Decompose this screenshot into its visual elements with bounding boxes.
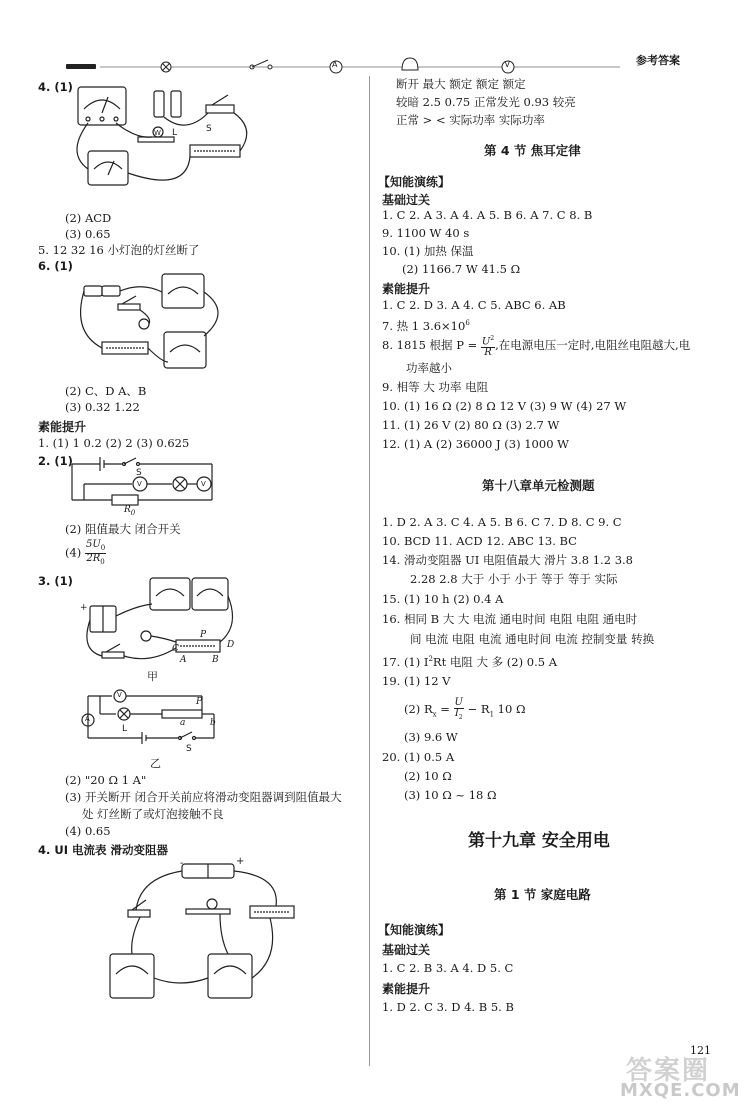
q6-3: (3) 0.32 1.22: [65, 400, 140, 414]
s2-fig-v2: V: [201, 480, 206, 488]
m2: 1. D 2. C 3. D 4. B 5. B: [382, 1000, 514, 1014]
s3-wire-4: [124, 648, 176, 659]
s3-switch-icon: [102, 652, 124, 658]
t19-2-sub: x: [432, 710, 437, 719]
s3-yi-b-small: b: [210, 718, 216, 728]
r2: 较暗 2.5 0.75 正常发光 0.93 较亮: [396, 95, 576, 109]
t17-a: 17. (1) I: [382, 654, 429, 669]
j1: 1. C 2. A 3. A 4. A 5. B 6. A 7. C 8. B: [382, 208, 593, 222]
k8-den-text: R: [484, 347, 492, 359]
s4: 4. UI 电流表 滑动变阻器: [38, 843, 168, 857]
s2-4: [65, 540, 106, 567]
ammeter-symbol-letter: A: [332, 60, 338, 69]
s3-fig-c: C: [172, 644, 179, 654]
s3-3b: 处 灯丝断了或灯泡接触不良: [82, 807, 224, 821]
s3-yi-a-small: a: [180, 718, 186, 728]
s2-fig-r0-sub: 0: [130, 508, 136, 517]
q6-battery-2: [102, 286, 120, 296]
s3-meter-b-icon: [192, 578, 228, 610]
q6-switch-icon: [118, 304, 140, 310]
watermark-text: 答案圈: [626, 1056, 711, 1086]
s4-fig-plus: +: [236, 856, 245, 867]
meter-a-icon: [78, 87, 126, 125]
k8-den: [481, 348, 495, 358]
meter-b-icon: [88, 151, 128, 185]
q6-head: 6. (1): [38, 259, 73, 273]
header-bar: [66, 64, 96, 69]
r1: 断开 最大 额定 额定 额定: [396, 77, 526, 91]
t20-2: (2) 10 Ω: [404, 769, 452, 783]
battery-cell-1-icon: [154, 91, 164, 117]
s2-2: (2) 阻值最大 闭合开关: [65, 522, 181, 536]
t15: 15. (1) 10 h (2) 0.4 A: [382, 592, 504, 606]
q4-fig-l: L: [172, 128, 178, 138]
s2-4-num-sub: 0: [100, 544, 106, 552]
s2-fig-r0-letter: R: [124, 505, 131, 515]
q6-wire-5: [148, 348, 168, 362]
jichu2: 基础过关: [382, 943, 431, 957]
header-symbols: [0, 0, 750, 80]
ch18-title: 第十八章单元检测题: [482, 478, 595, 493]
s2-4-num-text: 5U: [85, 539, 101, 550]
s3-fig-plus: +: [80, 603, 88, 613]
q6-meter-b-face: [170, 345, 200, 352]
k7: [382, 316, 470, 333]
t16a: 16. 相同 B 大 大 电流 通电时间 电阻 电阻 通电时: [382, 612, 638, 626]
s3-fig-p: P: [200, 630, 207, 640]
s3yi-switch-contact: [193, 737, 196, 740]
q4-3: (3) 0.65: [65, 227, 111, 241]
s4-lamp-base: [186, 909, 230, 914]
bell-symbol-icon: [402, 58, 418, 70]
k10: 10. (1) 16 Ω (2) 8 Ω 12 V (3) 9 W (4) 27 W: [382, 399, 627, 413]
m1: 1. C 2. B 3. A 4. D 5. C: [382, 961, 514, 975]
t17-b: Rt 电阻 大 多 (2) 0.5 A: [432, 654, 558, 669]
q6-meter-b-icon: [164, 332, 206, 368]
t19-2-eq: =: [436, 702, 450, 716]
s4-wire-5: [154, 978, 208, 983]
s3-yi-v: V: [117, 691, 122, 699]
t20-3: (3) 10 Ω ~ 18 Ω: [404, 788, 497, 802]
s2-4-den-sub: 0: [100, 558, 105, 566]
sec1-title: 第 1 节 家庭电路: [494, 887, 591, 902]
s4-meter-a-face: [116, 966, 148, 974]
s2-4-label: (4): [65, 545, 82, 560]
s4-wire-6: [252, 918, 273, 978]
s3-switch-blade: [106, 644, 120, 652]
q6-wire-3: [204, 292, 218, 336]
sec4-title: 第 4 节 焦耳定律: [484, 143, 581, 158]
watermark-url: MXQE.COM: [620, 1080, 741, 1101]
s2-fig-s: S: [136, 468, 142, 478]
k8-num-text: U: [481, 336, 491, 348]
s3-meter-a-icon: [150, 578, 190, 610]
k8-c: 功率越小: [406, 361, 452, 375]
s3-fig-b: B: [212, 655, 219, 665]
s3-yi-p: P: [196, 697, 203, 707]
q6-2: (2) C、D A、B: [65, 384, 147, 398]
k8: [382, 333, 690, 358]
k8-a: 8. 1815 根据 P =: [382, 338, 478, 352]
k8-num-exp: 2: [490, 334, 495, 342]
s3-4: (4) 0.65: [65, 824, 111, 838]
s3-wire-1: [116, 604, 152, 616]
k12: 12. (1) A (2) 36000 J (3) 1000 W: [382, 437, 569, 451]
s2-fig-v: V: [137, 480, 142, 488]
k8-fraction: [481, 334, 495, 358]
t20-1: 20. (1) 0.5 A: [382, 750, 455, 764]
s3-yi-l: L: [122, 724, 128, 734]
t19-2-fraction: [454, 698, 464, 723]
column-divider: [369, 76, 370, 1066]
q4-2: (2) ACD: [65, 211, 112, 225]
q6-battery-1: [84, 286, 102, 296]
s4-wire-2: [234, 871, 276, 906]
s3-head: 3. (1): [38, 574, 73, 588]
s4-meter-a-icon: [110, 954, 154, 998]
s3-fig-a: A: [180, 655, 187, 665]
ch19-title: 第十九章 安全用电: [468, 831, 610, 851]
j9: 9. 1100 W 40 s: [382, 226, 470, 240]
j10a: 10. (1) 加热 保温: [382, 244, 474, 258]
s2-4-num: [85, 540, 106, 554]
switch-base-icon: [206, 105, 234, 113]
meter-a-terminal-3: [114, 117, 118, 121]
s3-wire-5: [151, 636, 176, 642]
s4-wire-1: [136, 871, 182, 910]
switch-contact: [268, 65, 272, 69]
zhineng2: 【知能演练】: [378, 923, 451, 937]
header-top-right: 参考答案: [636, 54, 680, 67]
lamp-base-icon: [138, 137, 174, 142]
s3-wire-3: [87, 620, 102, 656]
k1: 1. C 2. D 3. A 4. C 5. ABC 6. AB: [382, 298, 566, 312]
s3yi-rheostat-icon: [162, 710, 202, 718]
s3-meter-a-face: [156, 589, 184, 596]
t14b: 2.28 2.8 大于 小于 小于 等于 等于 实际: [410, 572, 618, 586]
q6-wire-1: [81, 291, 102, 348]
suneng2: 素能提升: [382, 982, 431, 996]
s2-4-den-text: 2R: [86, 553, 101, 564]
meter-b-needle: [108, 161, 114, 175]
s3yi-switch-lever: [180, 732, 192, 738]
t17-exp: 2: [428, 655, 433, 663]
left-suneng: 素能提升: [38, 420, 87, 434]
s3-yi-caption: 乙: [150, 757, 161, 770]
s4-circuit-figure: [100, 858, 300, 1018]
s2-switch-lever: [124, 458, 136, 464]
s3-meter-b-face: [197, 589, 223, 596]
q4-head: 4. (1): [38, 80, 73, 94]
k7-exp: 6: [465, 319, 470, 327]
meter-a-face: [84, 100, 120, 109]
t19-2-den-text: I: [454, 707, 459, 719]
t1: 1. D 2. A 3. C 4. A 5. B 6. C 7. D 8. C 9. C: [382, 515, 622, 529]
battery-cell-2-icon: [171, 91, 181, 117]
s2-switch-contact: [137, 463, 140, 466]
s3-lamp-icon: [141, 631, 151, 641]
t19-2-a: (2) R: [404, 702, 433, 716]
t19-2-den-sub: 2: [458, 713, 463, 721]
q6-switch-blade: [122, 296, 136, 304]
q4-wire-5: [77, 123, 88, 169]
j10b: (2) 1166.7 W 41.5 Ω: [402, 262, 521, 276]
t19-2-b: − R: [463, 702, 490, 716]
s2-resistor-icon: [112, 495, 138, 505]
s4-wire-4: [220, 914, 228, 954]
jichu: 基础过关: [382, 193, 431, 207]
zhineng: 【知能演练】: [378, 175, 451, 189]
t19-2-num-text: U: [454, 696, 463, 708]
s3-jia-caption: 甲: [147, 670, 158, 683]
s2-4-fraction: [85, 540, 106, 567]
t19-2: [404, 696, 526, 727]
s3-wire-2: [220, 596, 233, 642]
s3-3a: (3) 开关断开 闭合开关前应将滑动变阻器调到阻值最大: [65, 790, 342, 804]
t16b: 间 电流 电阻 电流 通电时间 电流 控制变量 转换: [410, 632, 655, 646]
s3-2: (2) "20 Ω 1 A": [65, 773, 147, 787]
switch-lever: [252, 60, 268, 67]
q5: 5. 12 32 16 小灯泡的灯丝断了: [38, 243, 200, 257]
meter-a-terminal-2: [100, 117, 104, 121]
q4-circuit-figure: [66, 83, 266, 208]
t19: 19. (1) 12 V: [382, 674, 451, 688]
s4-lamp-icon: [207, 899, 217, 909]
s4-switch-blade: [132, 900, 146, 910]
r-suneng: 素能提升: [382, 282, 431, 296]
t17: [382, 652, 557, 669]
s1: 1. (1) 1 0.2 (2) 2 (3) 0.625: [38, 436, 190, 450]
q4-fig-s: S: [206, 124, 212, 134]
s4-switch-icon: [128, 910, 150, 917]
s3-yi-s: S: [186, 744, 192, 754]
k7-text: 7. 热 1 3.6×10: [382, 318, 466, 333]
s2-schematic-figure: [72, 456, 232, 516]
switch-blade: [212, 95, 228, 105]
s3-jia-figure: [80, 576, 240, 666]
k8-num: [481, 334, 495, 348]
q6-wire-2: [120, 287, 162, 292]
meter-a-terminal-1: [86, 117, 90, 121]
t10: 10. BCD 11. ACD 12. ABC 13. BC: [382, 534, 577, 548]
voltmeter-symbol-letter: V: [504, 60, 510, 69]
q4-fig-w: W: [154, 129, 161, 137]
t19-2-den: [454, 709, 464, 723]
q4-wire-4: [128, 157, 190, 180]
k8-b: ,在电源电压一定时,电阻丝电阻越大,电: [495, 338, 691, 352]
t14a: 14. 滑动变阻器 UI 电阻值最大 滑片 3.8 1.2 3.8: [382, 553, 633, 567]
s3-yi-a: A: [85, 715, 90, 723]
r3: 正常 > < 实际功率 实际功率: [396, 113, 545, 127]
t19-2-c: 10 Ω: [494, 702, 526, 716]
k9: 9. 相等 大 功率 电阻: [382, 380, 489, 394]
q6-circuit-figure: [72, 272, 252, 377]
s4-fig-minus: -: [180, 858, 184, 869]
s2-fig-r0: [124, 505, 135, 517]
k11: 11. (1) 26 V (2) 80 Ω (3) 2.7 W: [382, 418, 560, 432]
watermark: [600, 1050, 740, 1102]
q6-meter-a-face: [168, 287, 198, 294]
page-number: 121: [690, 1044, 711, 1057]
t19-2-b-sub: 1: [489, 710, 495, 719]
s2-4-den: [85, 554, 106, 567]
s4-meter-b-face: [214, 966, 246, 974]
meter-b-face: [94, 162, 122, 169]
t19-3: (3) 9.6 W: [404, 730, 458, 744]
s4-meter-b-icon: [208, 954, 252, 998]
q6-meter-a-icon: [162, 274, 204, 308]
s4-wire-3: [132, 917, 140, 954]
s3-fig-d: D: [227, 640, 235, 650]
s2-head: 2. (1): [38, 454, 73, 468]
q6-lamp-icon: [139, 319, 149, 329]
